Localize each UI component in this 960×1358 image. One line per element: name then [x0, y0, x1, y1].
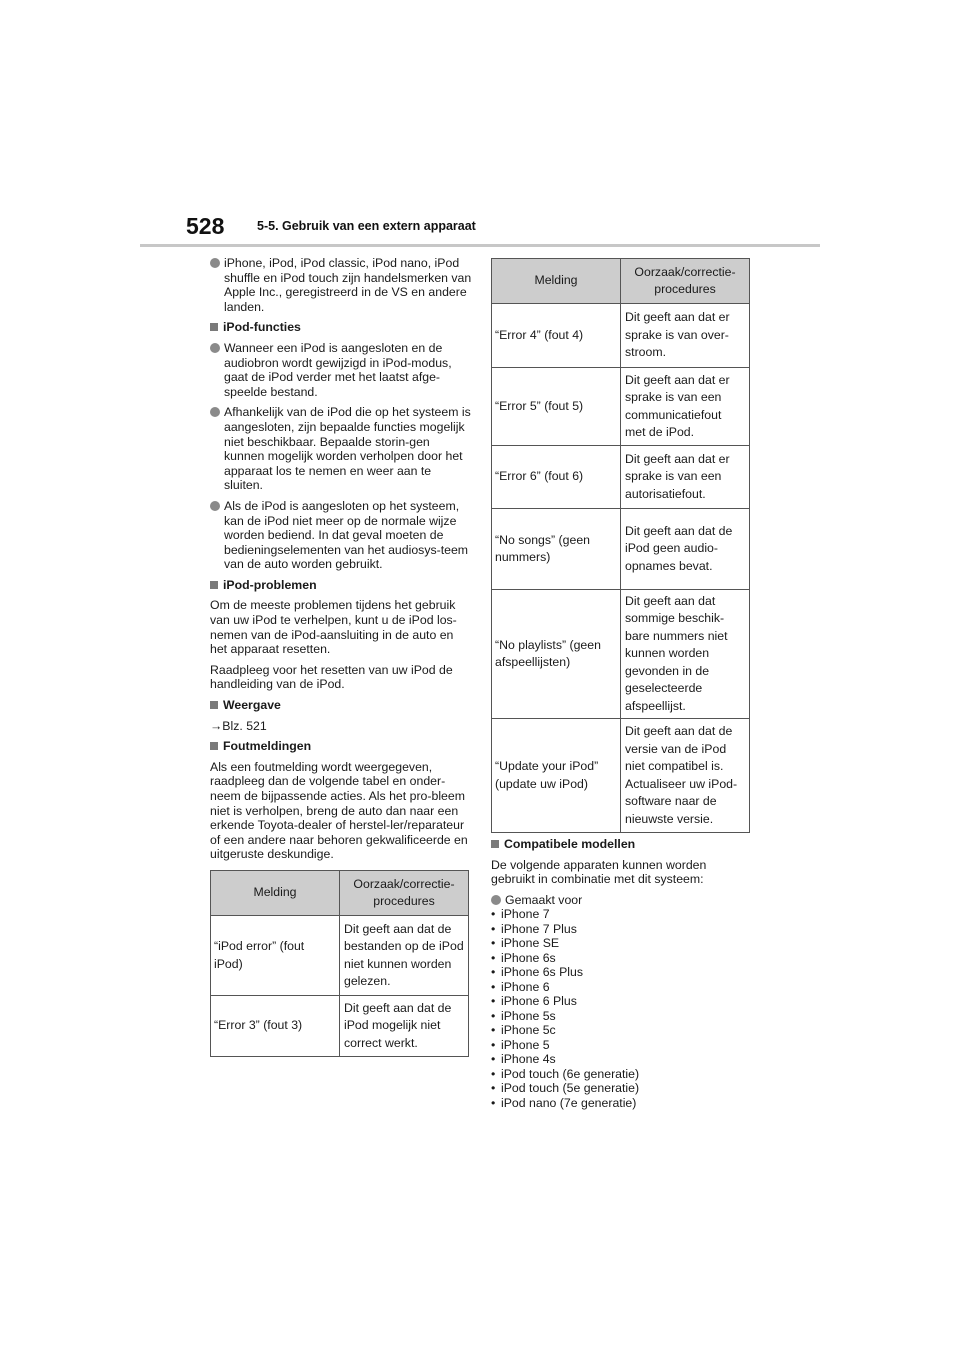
square-bullet-icon — [491, 840, 499, 848]
bullet-text: Wanneer een iPod is aangesloten en de audiobron wordt gewijzigd in iPod-modus, gaat de iPod verder met het laatst afge-speelde bestand. — [224, 340, 452, 399]
cause-cell: Dit geeft aan dat de iPod geen audio-opnames bevat. — [621, 509, 750, 590]
bullet-text: iPhone, iPod, iPod classic, iPod nano, iPod shuffle en iPod touch zijn handelsmerken van Apple Inc., geregistreerd in de VS en andere landen. — [224, 256, 472, 314]
bullet-text: Als de iPod is aangesloten op het systeem, kan de iPod niet meer op de normale wijze worden bediend. In dat geval moeten de bedieningselementen van het audiosys-teem van de auto worden gebruikt. — [224, 498, 469, 572]
cause-cell: Dit geeft aan dat er sprake is van een communicatiefout met de iPod. — [621, 368, 750, 446]
cause-cell: Dit geeft aan dat er sprake is van over-stroom. — [621, 304, 750, 368]
table-header-row — [492, 259, 750, 304]
section-heading: iPod-functies — [210, 320, 472, 335]
message-cell: “Error 5” (fout 5) — [492, 368, 621, 446]
list-item: • iPhone 7 — [491, 907, 753, 922]
bullet-item — [210, 405, 472, 493]
section-heading: Compatibele modellen — [491, 837, 753, 852]
cause-cell: Dit geeft aan dat sommige beschik-bare nummers niet kunnen worden gevonden in de geselecteerde afspeellijst. — [621, 590, 750, 719]
list-item: • iPhone 7 Plus — [491, 922, 753, 937]
header-divider — [140, 244, 820, 247]
section-title: 5-5. Gebruik van een extern apparaat — [257, 219, 476, 233]
bullet-item — [491, 893, 753, 908]
message-cell: “iPod error” (fout iPod) — [211, 916, 340, 996]
bullet-item — [210, 256, 472, 314]
list-item: • iPhone 6 — [491, 980, 753, 995]
list-item: • iPhone SE — [491, 936, 753, 951]
list-item: • iPod touch (6e generatie) — [491, 1067, 753, 1082]
paragraph: Als een foutmelding wordt weergegeven, raadpleeg dan de volgende tabel en onder-neem de bijpassende acties. Als het pro-bleem niet is verholpen, breng de auto dan naar een erkende Toyota-dealer of herstel-ler/reparateur of een andere naar behoren gekwalificeerde en uitgeruste deskundige. — [210, 759, 468, 862]
list-item: • iPhone 6s — [491, 951, 753, 966]
list-item: • iPhone 6 Plus — [491, 994, 753, 1009]
error-table-part-1 — [210, 870, 469, 1057]
bullet-dot-icon — [210, 501, 220, 511]
paragraph: De volgende apparaten kunnen worden gebruikt in combinatie met dit systeem: — [491, 857, 707, 887]
table-row — [492, 446, 750, 509]
square-bullet-icon — [210, 701, 218, 709]
list-item: • iPhone 5c — [491, 1023, 753, 1038]
bullet-text: Gemaakt voor — [505, 892, 583, 907]
cause-cell: Dit geeft aan dat er sprake is van een autorisatiefout. — [621, 446, 750, 509]
message-cell: “No playlists” (geen afspeellijsten) — [492, 590, 621, 719]
table-row — [492, 304, 750, 368]
header-message: Melding — [211, 871, 340, 916]
list-item: • iPhone 5 — [491, 1038, 753, 1053]
table-row — [492, 719, 750, 833]
bullet-dot-icon — [491, 895, 501, 905]
page-reference-link[interactable]: →Blz. 521 — [210, 718, 267, 733]
bullet-dot-icon — [210, 407, 220, 417]
table-header-row — [211, 871, 469, 916]
page-header — [0, 0, 960, 250]
message-cell: “Error 3” (fout 3) — [211, 996, 340, 1057]
models-list — [491, 907, 753, 1110]
left-column — [210, 256, 472, 868]
bullet-text: Afhankelijk van de iPod die op het systeem is aangesloten, zijn bepaalde functies mogelijk niet beschikbaar. Bepaalde storin-gen kunnen mogelijk worden verholpen door het apparaat los te nemen en weer aan te sluiten. — [224, 405, 471, 493]
cause-cell: Dit geeft aan dat de iPod mogelijk niet correct werkt. — [340, 996, 469, 1057]
bullet-item — [210, 499, 472, 572]
paragraph: Om de meeste problemen tijdens het gebruik van uw iPod te verhelpen, kunt u de iPod los-nemen van de iPod-aansluiting in de auto en het apparaat resetten. — [210, 598, 457, 657]
table-row — [492, 590, 750, 719]
list-item: • iPhone 5s — [491, 1009, 753, 1024]
header-cause: Oorzaak/correctie-procedures — [621, 259, 750, 304]
message-cell: “Error 6” (fout 6) — [492, 446, 621, 509]
cause-cell: Dit geeft aan dat de bestanden op de iPod niet kunnen worden gelezen. — [340, 916, 469, 996]
error-table-part-2 — [491, 258, 750, 833]
message-cell: “No songs” (geen nummers) — [492, 509, 621, 590]
table-row — [492, 368, 750, 446]
list-item: • iPod touch (5e generatie) — [491, 1081, 753, 1096]
table-row — [492, 509, 750, 590]
square-bullet-icon — [210, 581, 218, 589]
header-message: Melding — [492, 259, 621, 304]
section-heading: Weergave — [210, 698, 472, 713]
square-bullet-icon — [210, 742, 218, 750]
bullet-item — [210, 341, 472, 399]
bullet-dot-icon — [210, 258, 220, 268]
square-bullet-icon — [210, 323, 218, 331]
table-row — [211, 916, 469, 996]
section-heading: iPod-problemen — [210, 578, 472, 593]
header-cause: Oorzaak/correctie-procedures — [340, 871, 469, 916]
list-item: • iPhone 6s Plus — [491, 965, 753, 980]
message-cell: “Error 4” (fout 4) — [492, 304, 621, 368]
list-item: • iPod nano (7e generatie) — [491, 1096, 753, 1111]
page-number: 528 — [186, 213, 225, 239]
table-row — [211, 996, 469, 1057]
paragraph: Raadpleeg voor het resetten van uw iPod de handleiding van de iPod. — [210, 662, 453, 692]
list-item: • iPhone 4s — [491, 1052, 753, 1067]
cause-cell: Dit geeft aan dat de versie van de iPod niet compatibel is. Actualiseer uw iPod-software naar de nieuwste versie. — [621, 719, 750, 833]
bullet-dot-icon — [210, 343, 220, 353]
section-heading: Foutmeldingen — [210, 739, 472, 754]
compatible-models-section — [491, 837, 753, 1110]
message-cell: “Update your iPod” (update uw iPod) — [492, 719, 621, 833]
